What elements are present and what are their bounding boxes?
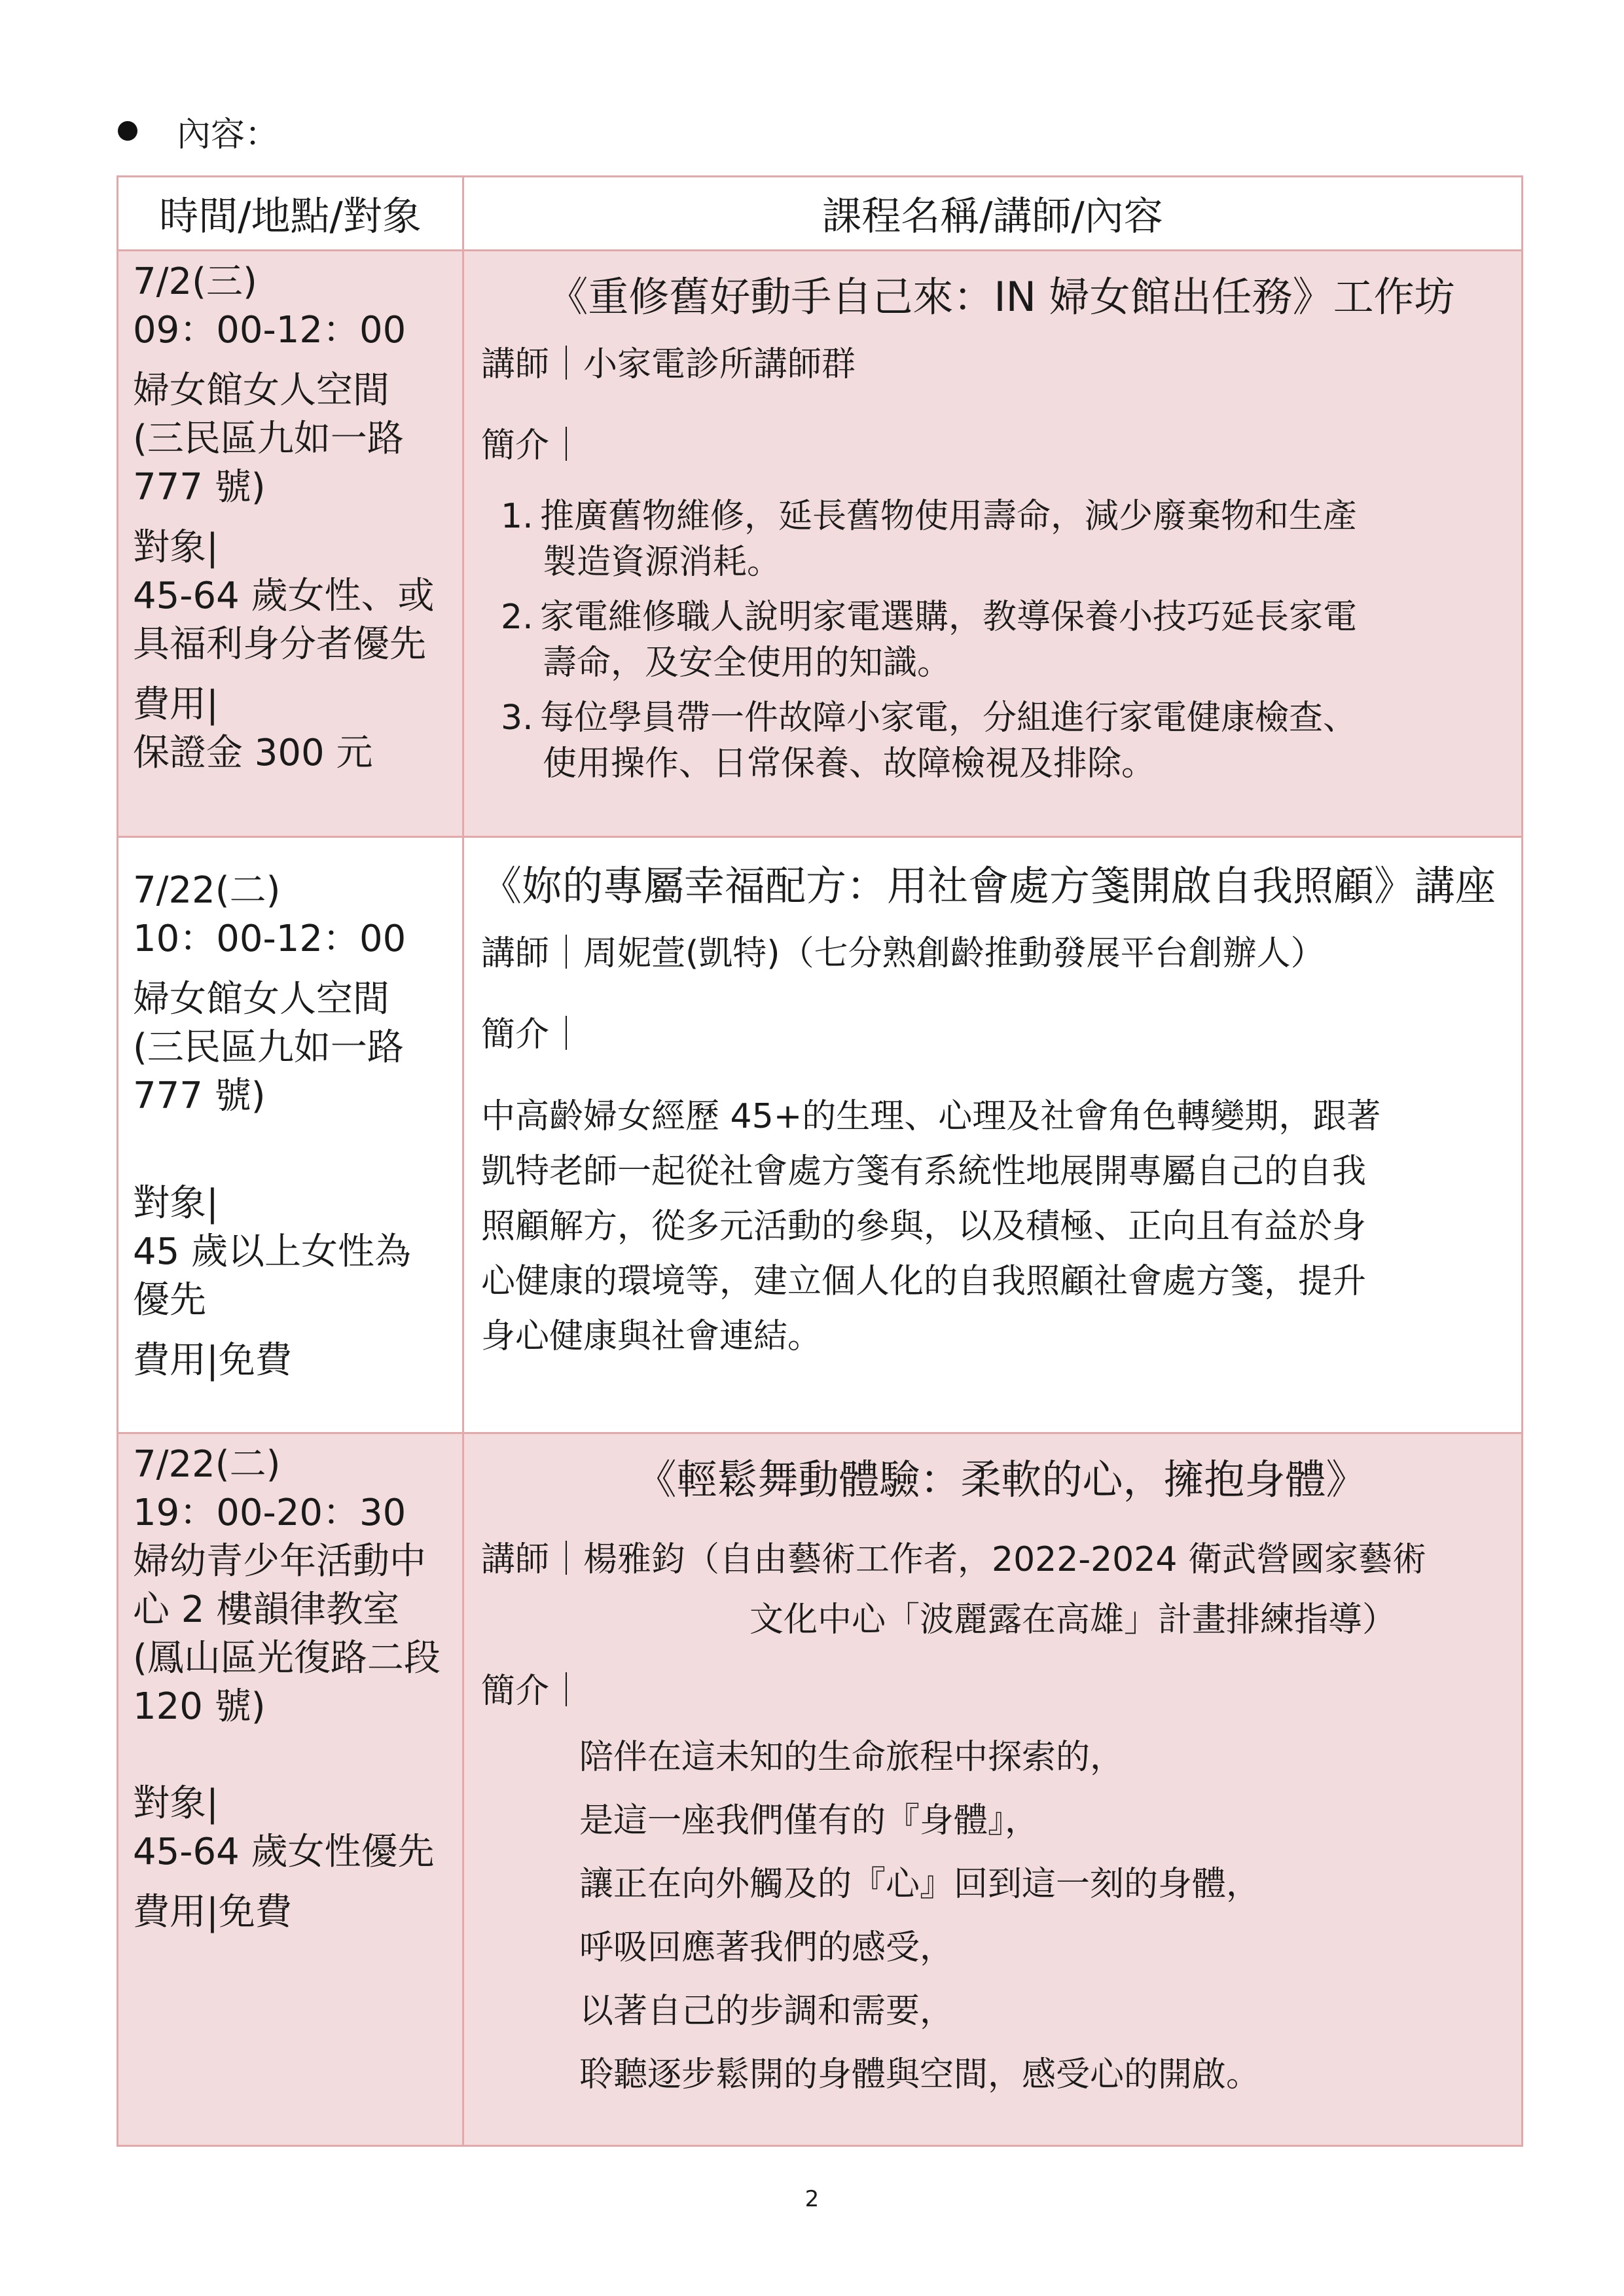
row1-fee-line: 保證金 300 元	[133, 732, 373, 774]
row2-intro-paragraph	[481, 1089, 1521, 1364]
row1-info-cell	[118, 251, 463, 837]
header-time-place: 時間/地點/對象	[118, 177, 463, 251]
row3-info-cell	[118, 1433, 463, 2146]
paragraph-line: 中高齡婦女經歷 45+的生理、心理及社會角色轉變期，跟著	[481, 1097, 1381, 1136]
row1-time: 09：00-12：00	[133, 309, 406, 351]
row3-place-line: 120 號)	[133, 1685, 266, 1728]
list-item-number: 3.	[501, 698, 533, 738]
table-row	[118, 1433, 1523, 2146]
paragraph-line: 心健康的環境等，建立個人化的自我照顧社會處方箋，提升	[481, 1262, 1367, 1301]
list-item-number: 1.	[501, 497, 533, 536]
row3-place-line: (鳳山區光復路二段	[133, 1637, 441, 1679]
row3-place-line: 心 2 樓韻律教室	[133, 1588, 400, 1631]
header-course: 課程名稱/講師/內容	[463, 177, 1523, 251]
table-header-row	[118, 177, 1523, 251]
list-item-number: 2.	[501, 598, 533, 637]
row1-intro-label: 簡介｜	[481, 426, 584, 465]
row1-place-line: 婦女館女人空間	[133, 369, 389, 412]
row1-audience-line: 對象|	[133, 526, 219, 569]
poem-line: 聆聽逐步鬆開的身體與空間，感受心的開啟。	[579, 2055, 1261, 2094]
bullet-icon	[118, 121, 137, 141]
list-item-text: 使用操作、日常保養、故障檢視及排除。	[543, 744, 1156, 783]
row1-date: 7/2(三)	[133, 260, 257, 303]
row2-time: 10：00-12：00	[133, 918, 406, 960]
row3-intro-label: 簡介｜	[481, 1672, 584, 1711]
row2-audience-line: 對象|	[133, 1182, 219, 1225]
page-number: 2	[804, 2186, 820, 2212]
row3-course-cell	[463, 1433, 1523, 2146]
row3-audience-line: 對象|	[133, 1782, 219, 1825]
row3-fee: 費用|免費	[133, 1891, 292, 1933]
list-item-text: 製造資源消耗。	[543, 543, 782, 582]
row1-intro-list	[481, 493, 1521, 787]
row2-course-title: 《妳的專屬幸福配方：用社會處方箋開啟自我照顧》講座	[481, 862, 1496, 910]
row2-info-cell	[118, 837, 463, 1433]
list-item	[501, 695, 1521, 787]
row3-place-line: 婦幼青少年活動中	[133, 1540, 426, 1583]
table-row	[118, 837, 1523, 1433]
list-item-text: 家電維修職人說明家電選購，教導保養小技巧延長家電	[540, 598, 1358, 637]
row3-instructor	[481, 1530, 1521, 1650]
row2-course-cell	[463, 837, 1523, 1433]
paragraph-line: 身心健康與社會連結。	[481, 1317, 822, 1356]
table-row	[118, 251, 1523, 837]
poem-line: 陪伴在這未知的生命旅程中探索的，	[579, 1738, 1125, 1777]
row2-instructor: 講師｜周妮萱(凱特)（七分熟創齡推動發展平台創辦人）	[481, 934, 1325, 973]
list-item-text: 推廣舊物維修，延長舊物使用壽命，減少廢棄物和生產	[540, 497, 1358, 536]
row3-date: 7/22(二)	[133, 1443, 281, 1486]
row1-fee-line: 費用|	[133, 683, 219, 726]
row2-place-line: 婦女館女人空間	[133, 978, 389, 1020]
poem-line: 讓正在向外觸及的『心』回到這一刻的身體，	[579, 1865, 1261, 1904]
list-item	[501, 493, 1521, 585]
row3-time: 19：00-20：30	[133, 1492, 406, 1534]
row2-fee: 費用|免費	[133, 1339, 292, 1382]
row1-audience-line: 具福利身分者優先	[133, 623, 426, 666]
row3-audience-line: 45-64 歲女性優先	[133, 1831, 435, 1873]
poem-line: 是這一座我們僅有的『身體』，	[579, 1801, 1039, 1840]
paragraph-line: 照顧解方，從多元活動的參與，以及積極、正向且有益於身	[481, 1207, 1367, 1246]
row3-intro-poem	[481, 1726, 1521, 2107]
list-item	[501, 594, 1521, 686]
row2-place-line: 777 號)	[133, 1075, 266, 1117]
list-item-text: 每位學員帶一件故障小家電，分組進行家電健康檢查、	[540, 698, 1358, 738]
row2-date: 7/22(二)	[133, 869, 281, 912]
row3-course-title: 《輕鬆舞動體驗：柔軟的心，擁抱身體》	[636, 1456, 1367, 1503]
row2-place-line: (三民區九如一路	[133, 1026, 404, 1069]
row2-intro-label: 簡介｜	[481, 1015, 584, 1054]
row1-instructor: 講師｜小家電診所講師群	[481, 345, 856, 384]
instructor-line: 文化中心「波麗露在高雄」計畫排練指導）	[749, 1600, 1397, 1640]
poem-line: 呼吸回應著我們的感受，	[579, 1928, 954, 1967]
list-item-text: 壽命，及安全使用的知識。	[543, 643, 952, 683]
row1-course-title: 《重修舊好動手自己來：IN 婦女館出任務》工作坊	[547, 273, 1455, 321]
row1-course-cell	[463, 251, 1523, 837]
row2-audience-line: 45 歲以上女性為	[133, 1230, 412, 1273]
row1-audience-line: 45-64 歲女性、或	[133, 575, 435, 617]
row2-audience-line: 優先	[133, 1279, 206, 1321]
poem-line: 以著自己的步調和需要，	[579, 1992, 954, 2031]
row1-place-line: 777 號)	[133, 466, 266, 509]
course-table	[117, 175, 1523, 2147]
content-heading-text: 內容：	[177, 115, 280, 154]
instructor-line: 講師｜楊雅鈞（自由藝術工作者，2022-2024 衛武營國家藝術	[481, 1540, 1426, 1579]
row1-place-line: (三民區九如一路	[133, 418, 404, 460]
content-heading	[118, 105, 279, 157]
paragraph-line: 凱特老師一起從社會處方箋有系統性地展開專屬自己的自我	[481, 1152, 1367, 1191]
